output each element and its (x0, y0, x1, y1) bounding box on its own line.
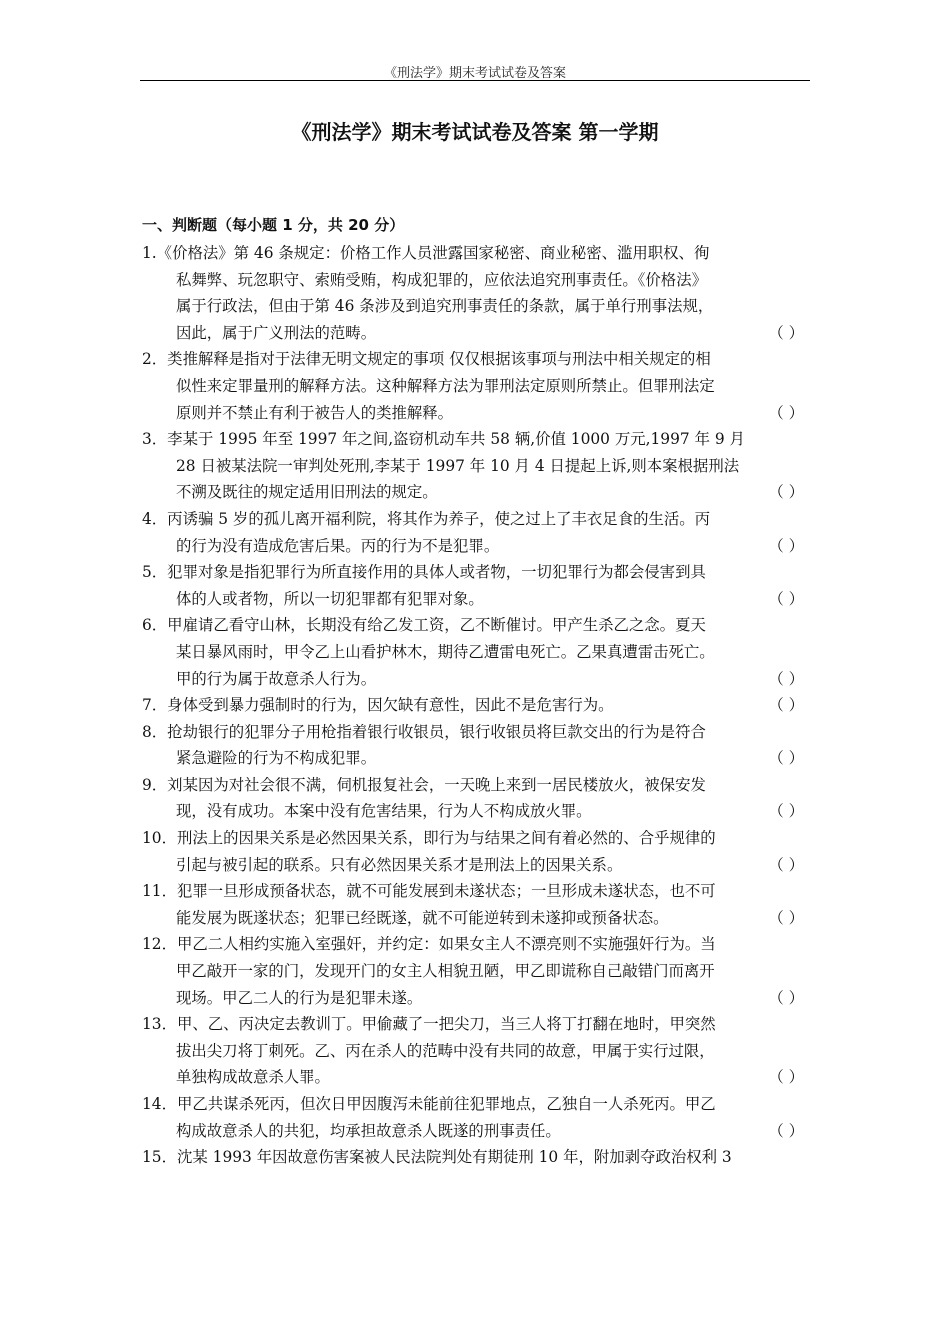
question-text: 现，没有成功。本案中没有危害结果，行为人不构成放火罪。 (176, 802, 592, 821)
question-text: 7．身体受到暴力强制时的行为，因欠缺有意性，因此不是危害行为。 (142, 696, 614, 715)
question-text: 体的人或者物，所以一切犯罪都有犯罪对象。 (176, 589, 484, 608)
answer-blank[interactable]: （ ） (768, 802, 804, 821)
question-text: 某日暴风雨时，甲令乙上山看护林木，期待乙遭雷电死亡。乙果真遭雷击死亡。 (176, 642, 715, 661)
question-text: 的行为没有造成危害后果。丙的行为不是犯罪。 (176, 536, 500, 555)
question-line (142, 1118, 810, 1145)
question-text: 13．甲、乙、丙决定去教训丁。甲偷藏了一把尖刀，当三人将丁打翻在地时，甲突然 (142, 1015, 716, 1034)
question-line (142, 745, 810, 772)
answer-blank[interactable]: （ ） (768, 696, 804, 715)
question-item (142, 825, 810, 878)
answer-blank[interactable]: （ ） (768, 403, 804, 422)
section-heading: 一、判断题（每小题 1 分，共 20 分） (142, 216, 405, 234)
question-item (142, 772, 810, 825)
running-header: 《刑法学》期末考试试卷及答案 (383, 66, 566, 81)
answer-blank[interactable]: （ ） (768, 669, 804, 688)
question-text: 原则并不禁止有利于被告人的类推解释。 (176, 403, 454, 422)
question-line (142, 1064, 810, 1091)
question-item (142, 1144, 810, 1171)
question-line (142, 905, 810, 932)
question-item (142, 931, 810, 1011)
question-item (142, 506, 810, 559)
question-item (142, 692, 810, 719)
question-text: 28 日被某法院一审判处死刑,李某于 1997 年 10 月 4 日提起上诉,则本案根据刑法 (176, 456, 740, 475)
question-line (142, 586, 810, 613)
question-text: 11．犯罪一旦形成预备状态，就不可能发展到未遂状态；一旦形成未遂状态，也不可 (142, 882, 716, 901)
question-text: 构成故意杀人的共犯，均承担故意杀人既遂的刑事责任。 (176, 1121, 561, 1140)
question-item (142, 240, 810, 346)
answer-blank[interactable]: （ ） (768, 1068, 804, 1087)
header-rule (140, 80, 810, 81)
question-text: 5．犯罪对象是指犯罪行为所直接作用的具体人或者物，一切犯罪行为都会侵害到具 (142, 563, 706, 582)
question-text: 6．甲雇请乙看守山林，长期没有给乙发工资，乙不断催讨。甲产生杀乙之念。夏天 (142, 616, 706, 635)
answer-blank[interactable]: （ ） (768, 323, 804, 342)
question-line (142, 852, 810, 879)
question-line (142, 400, 810, 427)
question-line (142, 985, 810, 1012)
question-text: 甲的行为属于故意杀人行为。 (176, 669, 377, 688)
question-text: 因此，属于广义刑法的范畴。 (176, 323, 377, 342)
question-line (142, 533, 810, 560)
question-text: 甲乙敲开一家的门，发现开门的女主人相貌丑陋，甲乙即谎称自己敲错门而离开 (176, 962, 715, 981)
question-text: 单独构成故意杀人罪。 (176, 1068, 330, 1087)
question-text: 能发展为既遂状态；犯罪已经既遂，就不可能逆转到未遂抑或预备状态。 (176, 908, 669, 927)
question-text: 3．李某于 1995 年至 1997 年之间,盗窃机动车共 58 辆,价值 1000 万元,1997 年 9 月 (142, 430, 745, 449)
question-item (142, 346, 810, 426)
question-text: 紧急避险的行为不构成犯罪。 (176, 749, 377, 768)
question-text: 10．刑法上的因果关系是必然因果关系，即行为与结果之间有着必然的、合乎规律的 (142, 829, 716, 848)
question-text: 2．类推解释是指对于法律无明文规定的事项 仅仅根据该事项与刑法中相关规定的相 (142, 350, 711, 369)
question-item (142, 719, 810, 772)
answer-blank[interactable]: （ ） (768, 855, 804, 874)
question-item (142, 426, 810, 506)
question-text: 8．抢劫银行的犯罪分子用枪指着银行收银员，银行收银员将巨款交出的行为是符合 (142, 722, 706, 741)
answer-blank[interactable]: （ ） (768, 536, 804, 555)
question-text: 拔出尖刀将丁刺死。乙、丙在杀人的范畴中没有共同的故意，甲属于实行过限， (176, 1041, 715, 1060)
question-text: 15．沈某 1993 年因故意伤害案被人民法院判处有期徒刑 10 年，附加剥夺政治权利 3 (142, 1148, 732, 1167)
document-title: 《刑法学》期末考试试卷及答案 第一学期 (291, 120, 659, 144)
question-text: 现场。甲乙二人的行为是犯罪未遂。 (176, 988, 423, 1007)
question-item (142, 559, 810, 612)
question-item (142, 612, 810, 692)
question-text: 属于行政法，但由于第 46 条涉及到追究刑事责任的条款，属于单行刑事法规， (176, 297, 714, 316)
question-text: 不溯及既往的规定适用旧刑法的规定。 (176, 483, 438, 502)
question-item (142, 878, 810, 931)
question-text: 似性来定罪量刑的解释方法。这种解释方法为罪刑法定原则所禁止。但罪刑法定 (176, 376, 715, 395)
question-line (142, 666, 810, 693)
question-item (142, 1011, 810, 1091)
question-text: 4．丙诱骗 5 岁的孤儿离开福利院，将其作为养子，使之过上了丰衣足食的生活。丙 (142, 509, 711, 528)
answer-blank[interactable]: （ ） (768, 483, 804, 502)
question-line (142, 479, 810, 506)
question-line (142, 320, 810, 347)
answer-blank[interactable]: （ ） (768, 749, 804, 768)
question-line (142, 798, 810, 825)
answer-blank[interactable]: （ ） (768, 908, 804, 927)
question-line (142, 692, 810, 719)
answer-blank[interactable]: （ ） (768, 1121, 804, 1140)
question-text: 引起与被引起的联系。只有必然因果关系才是刑法上的因果关系。 (176, 855, 623, 874)
answer-blank[interactable]: （ ） (768, 589, 804, 608)
question-text: 1.《价格法》第 46 条规定：价格工作人员泄露国家秘密、商业秘密、滥用职权、徇 (142, 244, 710, 262)
question-text: 12．甲乙二人相约实施入室强奸，并约定：如果女主人不漂亮则不实施强奸行为。当 (142, 935, 716, 954)
question-text: 9．刘某因为对社会很不满，伺机报复社会，一天晚上来到一居民楼放火，被保安发 (142, 775, 706, 794)
question-list (142, 240, 810, 1171)
answer-blank[interactable]: （ ） (768, 988, 804, 1007)
question-text: 私舞弊、玩忽职守、索贿受贿，构成犯罪的，应依法追究刑事责任。《价格法》 (176, 270, 707, 289)
question-item (142, 1091, 810, 1144)
question-text: 14．甲乙共谋杀死丙，但次日甲因腹泻未能前往犯罪地点，乙独自一人杀死丙。甲乙 (142, 1095, 716, 1113)
